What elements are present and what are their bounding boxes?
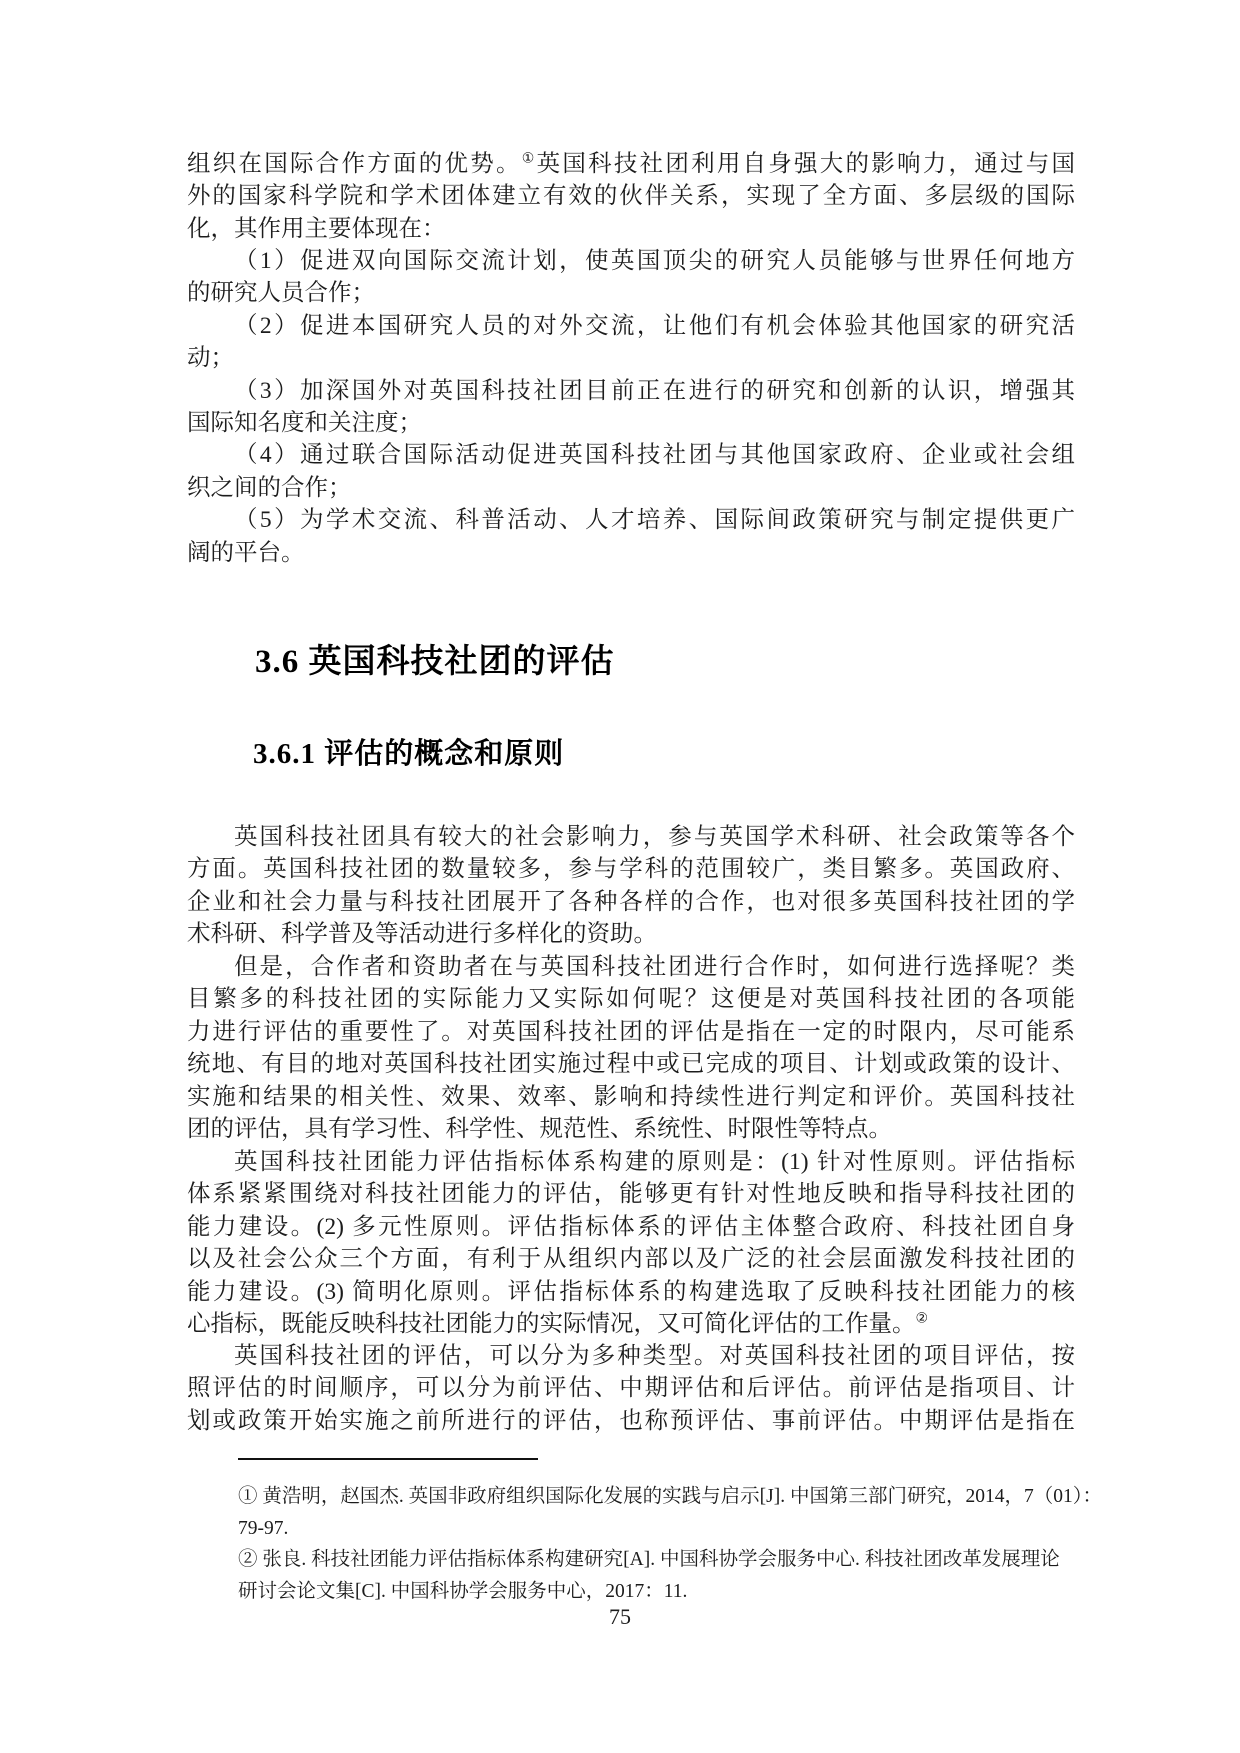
text-line: 外的国家科学院和学术团体建立有效的伙伴关系，实现了全方面、多层级的国际 — [187, 183, 1075, 210]
text-line: 能力建设。(2) 多元性原则。评估指标体系的评估主体整合政府、科技社团自身 — [187, 1213, 1075, 1240]
paragraph-importance — [187, 951, 1075, 1145]
intro-paragraph — [187, 148, 1075, 245]
text-line: 动； — [187, 345, 234, 372]
list-item-5 — [187, 504, 1075, 569]
text-line: 实施和结果的相关性、效果、效率、影响和持续性进行判定和评价。英国科技社 — [187, 1083, 1075, 1110]
text-line: ① 黄浩明，赵国杰. 英国非政府组织国际化发展的实践与启示[J]. 中国第三部门研究，2014，7（01）： — [238, 1486, 1102, 1507]
text-line: 的研究人员合作； — [187, 280, 375, 307]
list-item-4 — [187, 439, 1075, 504]
list-item-1 — [187, 245, 1075, 310]
text-line: 79-97. — [238, 1517, 289, 1539]
text-line: 英国科技社团具有较大的社会影响力，参与英国学术科研、社会政策等各个 — [234, 824, 1075, 850]
text-line: 心指标，既能反映科技社团能力的实际情况，又可简化评估的工作量。② — [187, 1310, 929, 1337]
text-line: 体系紧紧围绕对科技社团能力的评估，能够更有针对性地反映和指导科技社团的 — [187, 1181, 1075, 1208]
footnote-1 — [238, 1481, 1102, 1544]
footnote-separator — [238, 1458, 538, 1460]
text-line: 团的评估，具有学习性、科学性、规范性、系统性、时限性等特点。 — [187, 1115, 892, 1142]
list-item-2 — [187, 310, 1075, 375]
footnote-ref: ① — [521, 150, 537, 167]
text-line: 织之间的合作； — [187, 474, 352, 501]
text-line: 方面。英国科技社团的数量较多，参与学科的范围较广，类目繁多。英国政府、 — [187, 856, 1075, 883]
paragraph-principles — [187, 1146, 1075, 1340]
text-line: （2）促进本国研究人员的对外交流，让他们有机会体验其他国家的研究活 — [234, 312, 1075, 339]
text-line: 划或政策开始实施之前所进行的评估，也称预评估、事前评估。中期评估是指在 — [187, 1407, 1075, 1434]
text-line: 阔的平台。 — [187, 539, 305, 566]
numbered-list — [187, 245, 1075, 569]
text-line: 英国科技社团的评估，可以分为多种类型。对英国科技社团的项目评估，按 — [234, 1343, 1075, 1369]
text-line: 术科研、科学普及等活动进行多样化的资助。 — [187, 921, 657, 948]
text-line: （5）为学术交流、科普活动、人才培养、国际间政策研究与制定提供更广 — [234, 507, 1075, 534]
text-line: 照评估的时间顺序，可以分为前评估、中期评估和后评估。前评估是指项目、计 — [187, 1375, 1075, 1402]
text-line: 化，其作用主要体现在： — [187, 215, 446, 242]
text-line: 能力建设。(3) 简明化原则。评估指标体系的构建选取了反映科技社团能力的核 — [187, 1278, 1075, 1305]
page-number: 75 — [609, 1604, 631, 1629]
text-line: 以及社会公众三个方面，有利于从组织内部以及广泛的社会层面激发科技社团的 — [187, 1246, 1075, 1273]
text-line: （4）通过联合国际活动促进英国科技社团与其他国家政府、企业或社会组 — [234, 442, 1075, 469]
text-line: （1）促进双向国际交流计划，使英国顶尖的研究人员能够与世界任何地方 — [234, 248, 1075, 274]
text-line: 英国科技社团能力评估指标体系构建的原则是：(1) 针对性原则。评估指标 — [234, 1149, 1075, 1175]
text-line: 研讨会论文集[C]. 中国科协学会服务中心，2017：11. — [238, 1580, 688, 1602]
paragraph-types — [187, 1340, 1075, 1437]
list-item-3 — [187, 375, 1075, 440]
text-line: 统地、有目的地对英国科技社团实施过程中或已完成的项目、计划或政策的设计、 — [187, 1051, 1075, 1078]
text-line: 目繁多的科技社团的实际能力又实际如何呢？这便是对英国科技社团的各项能 — [187, 986, 1075, 1013]
footnote-ref: ② — [915, 1310, 929, 1327]
text-line: 但是，合作者和资助者在与英国科技社团进行合作时，如何进行选择呢？类 — [234, 954, 1075, 980]
paragraph-overview — [187, 821, 1075, 951]
footnotes-section — [238, 1481, 1102, 1607]
text-line: ② 张良. 科技社团能力评估指标体系构建研究[A]. 中国科协学会服务中心. 科技社团改革发展理论 — [238, 1549, 1060, 1571]
section-heading: 3.6 英国科技社团的评估 — [255, 644, 615, 680]
text-line: 国际知名度和关注度； — [187, 409, 422, 436]
text-line: 企业和社会力量与科技社团展开了各种各样的合作，也对很多英国科技社团的学 — [187, 888, 1075, 915]
text-line: （3）加深国外对英国科技社团目前正在进行的研究和创新的认识，增强其 — [234, 377, 1075, 404]
text-line: 组织在国际合作方面的优势。①英国科技社团利用自身强大的影响力，通过与国 — [187, 150, 1075, 177]
footnote-2 — [238, 1544, 1078, 1607]
subsection-heading: 3.6.1 评估的概念和原则 — [253, 738, 565, 770]
text-line: 力进行评估的重要性了。对英国科技社团的评估是指在一定的时限内，尽可能系 — [187, 1018, 1075, 1045]
